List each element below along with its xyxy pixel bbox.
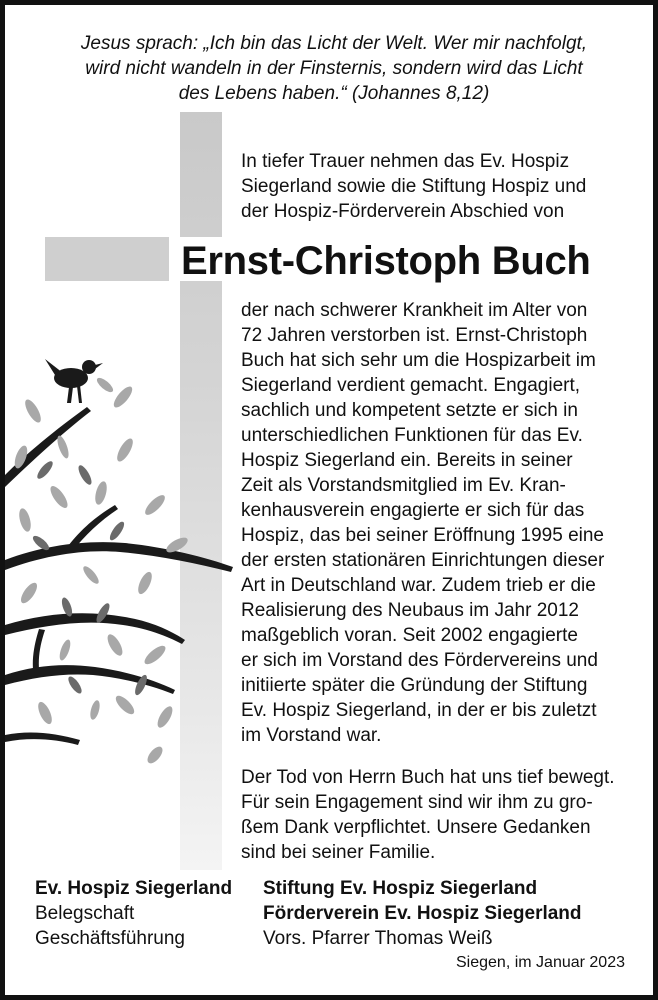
intro-line: Siegerland sowie die Stiftung Hospiz und [241, 176, 587, 197]
body-line: ßem Dank verpflichtet. Unsere Gedanken [241, 817, 591, 838]
signature-right [263, 876, 582, 951]
quote-line-3 [35, 81, 633, 106]
intro-text [241, 149, 641, 224]
bible-quote [35, 31, 633, 106]
signature-org: Förderverein Ev. Hospiz Siegerland [263, 903, 582, 924]
body-line: der ersten stationären Einrichtungen dieser [241, 550, 605, 571]
bird-icon [45, 359, 103, 403]
place-date: Siegen, im Januar 2023 [456, 954, 625, 971]
body-line: kenhausverein engagierte er sich für das [241, 500, 585, 521]
quote-line-1: Jesus sprach: „Ich bin das Licht der Welt. Wer mir nachfolgt, [80, 33, 588, 54]
signature-org: Stiftung Ev. Hospiz Siegerland [263, 878, 538, 899]
body-line: unterschiedlichen Funktionen für das Ev. [241, 425, 583, 446]
body-line: Zeit als Vorstandsmitglied im Ev. Kran- [241, 475, 566, 496]
body-line: der nach schwerer Krankheit im Alter von [241, 300, 588, 321]
body-line: Art in Deutschland war. Zudem trieb er die [241, 575, 596, 596]
signature-line: Vors. Pfarrer Thomas Weiß [263, 928, 493, 949]
signature-left [35, 876, 232, 951]
body-line: Hospiz, das bei seiner Eröffnung 1995 eine [241, 525, 605, 546]
body-line: Ev. Hospiz Siegerland, in der er bis zuletzt [241, 700, 597, 721]
body-line: er sich im Vorstand des Fördervereins und [241, 650, 598, 671]
signature-org: Ev. Hospiz Siegerland [35, 878, 233, 899]
quote-reference: (Johannes 8,12) [351, 83, 490, 104]
body-line: Realisierung des Neubaus im Jahr 2012 [241, 600, 579, 621]
body-line: sachlich und kompetent setzte er sich in [241, 400, 578, 421]
cross-horizontal-beam [45, 237, 169, 281]
body-line: 72 Jahren verstorben ist. Ernst-Christoph [241, 325, 588, 346]
body-line: Hospiz Siegerland ein. Bereits in seiner [241, 450, 573, 471]
intro-line: der Hospiz-Förderverein Abschied von [241, 201, 565, 222]
deceased-name: Ernst-Christoph Buch [181, 239, 591, 283]
body-line: Buch hat sich sehr um die Hospizarbeit im [241, 350, 596, 371]
quote-line-2: wird nicht wandeln in der Finsternis, sondern wird das Licht [85, 58, 583, 79]
body-line: initiierte später die Gründung der Stiftung [241, 675, 588, 696]
body-line: sind bei seiner Familie. [241, 842, 436, 863]
body-line: Der Tod von Herrn Buch hat uns tief bewegt. [241, 767, 615, 788]
quote-line-3-text: des Lebens haben.“ [178, 83, 347, 104]
signature-line: Belegschaft [35, 903, 135, 924]
body-line: Für sein Engagement sind wir ihm zu gro- [241, 792, 593, 813]
signature-line: Geschäftsführung [35, 928, 185, 949]
intro-line: In tiefer Trauer nehmen das Ev. Hospiz [241, 151, 570, 172]
tree-branch-icon [5, 345, 245, 765]
body-line: maßgeblich voran. Seit 2002 engagierte [241, 625, 578, 646]
body-line: im Vorstand war. [241, 725, 382, 746]
obituary-body [241, 298, 641, 865]
paragraph-gap [241, 748, 641, 765]
body-line: Siegerland verdient gemacht. Engagiert, [241, 375, 581, 396]
